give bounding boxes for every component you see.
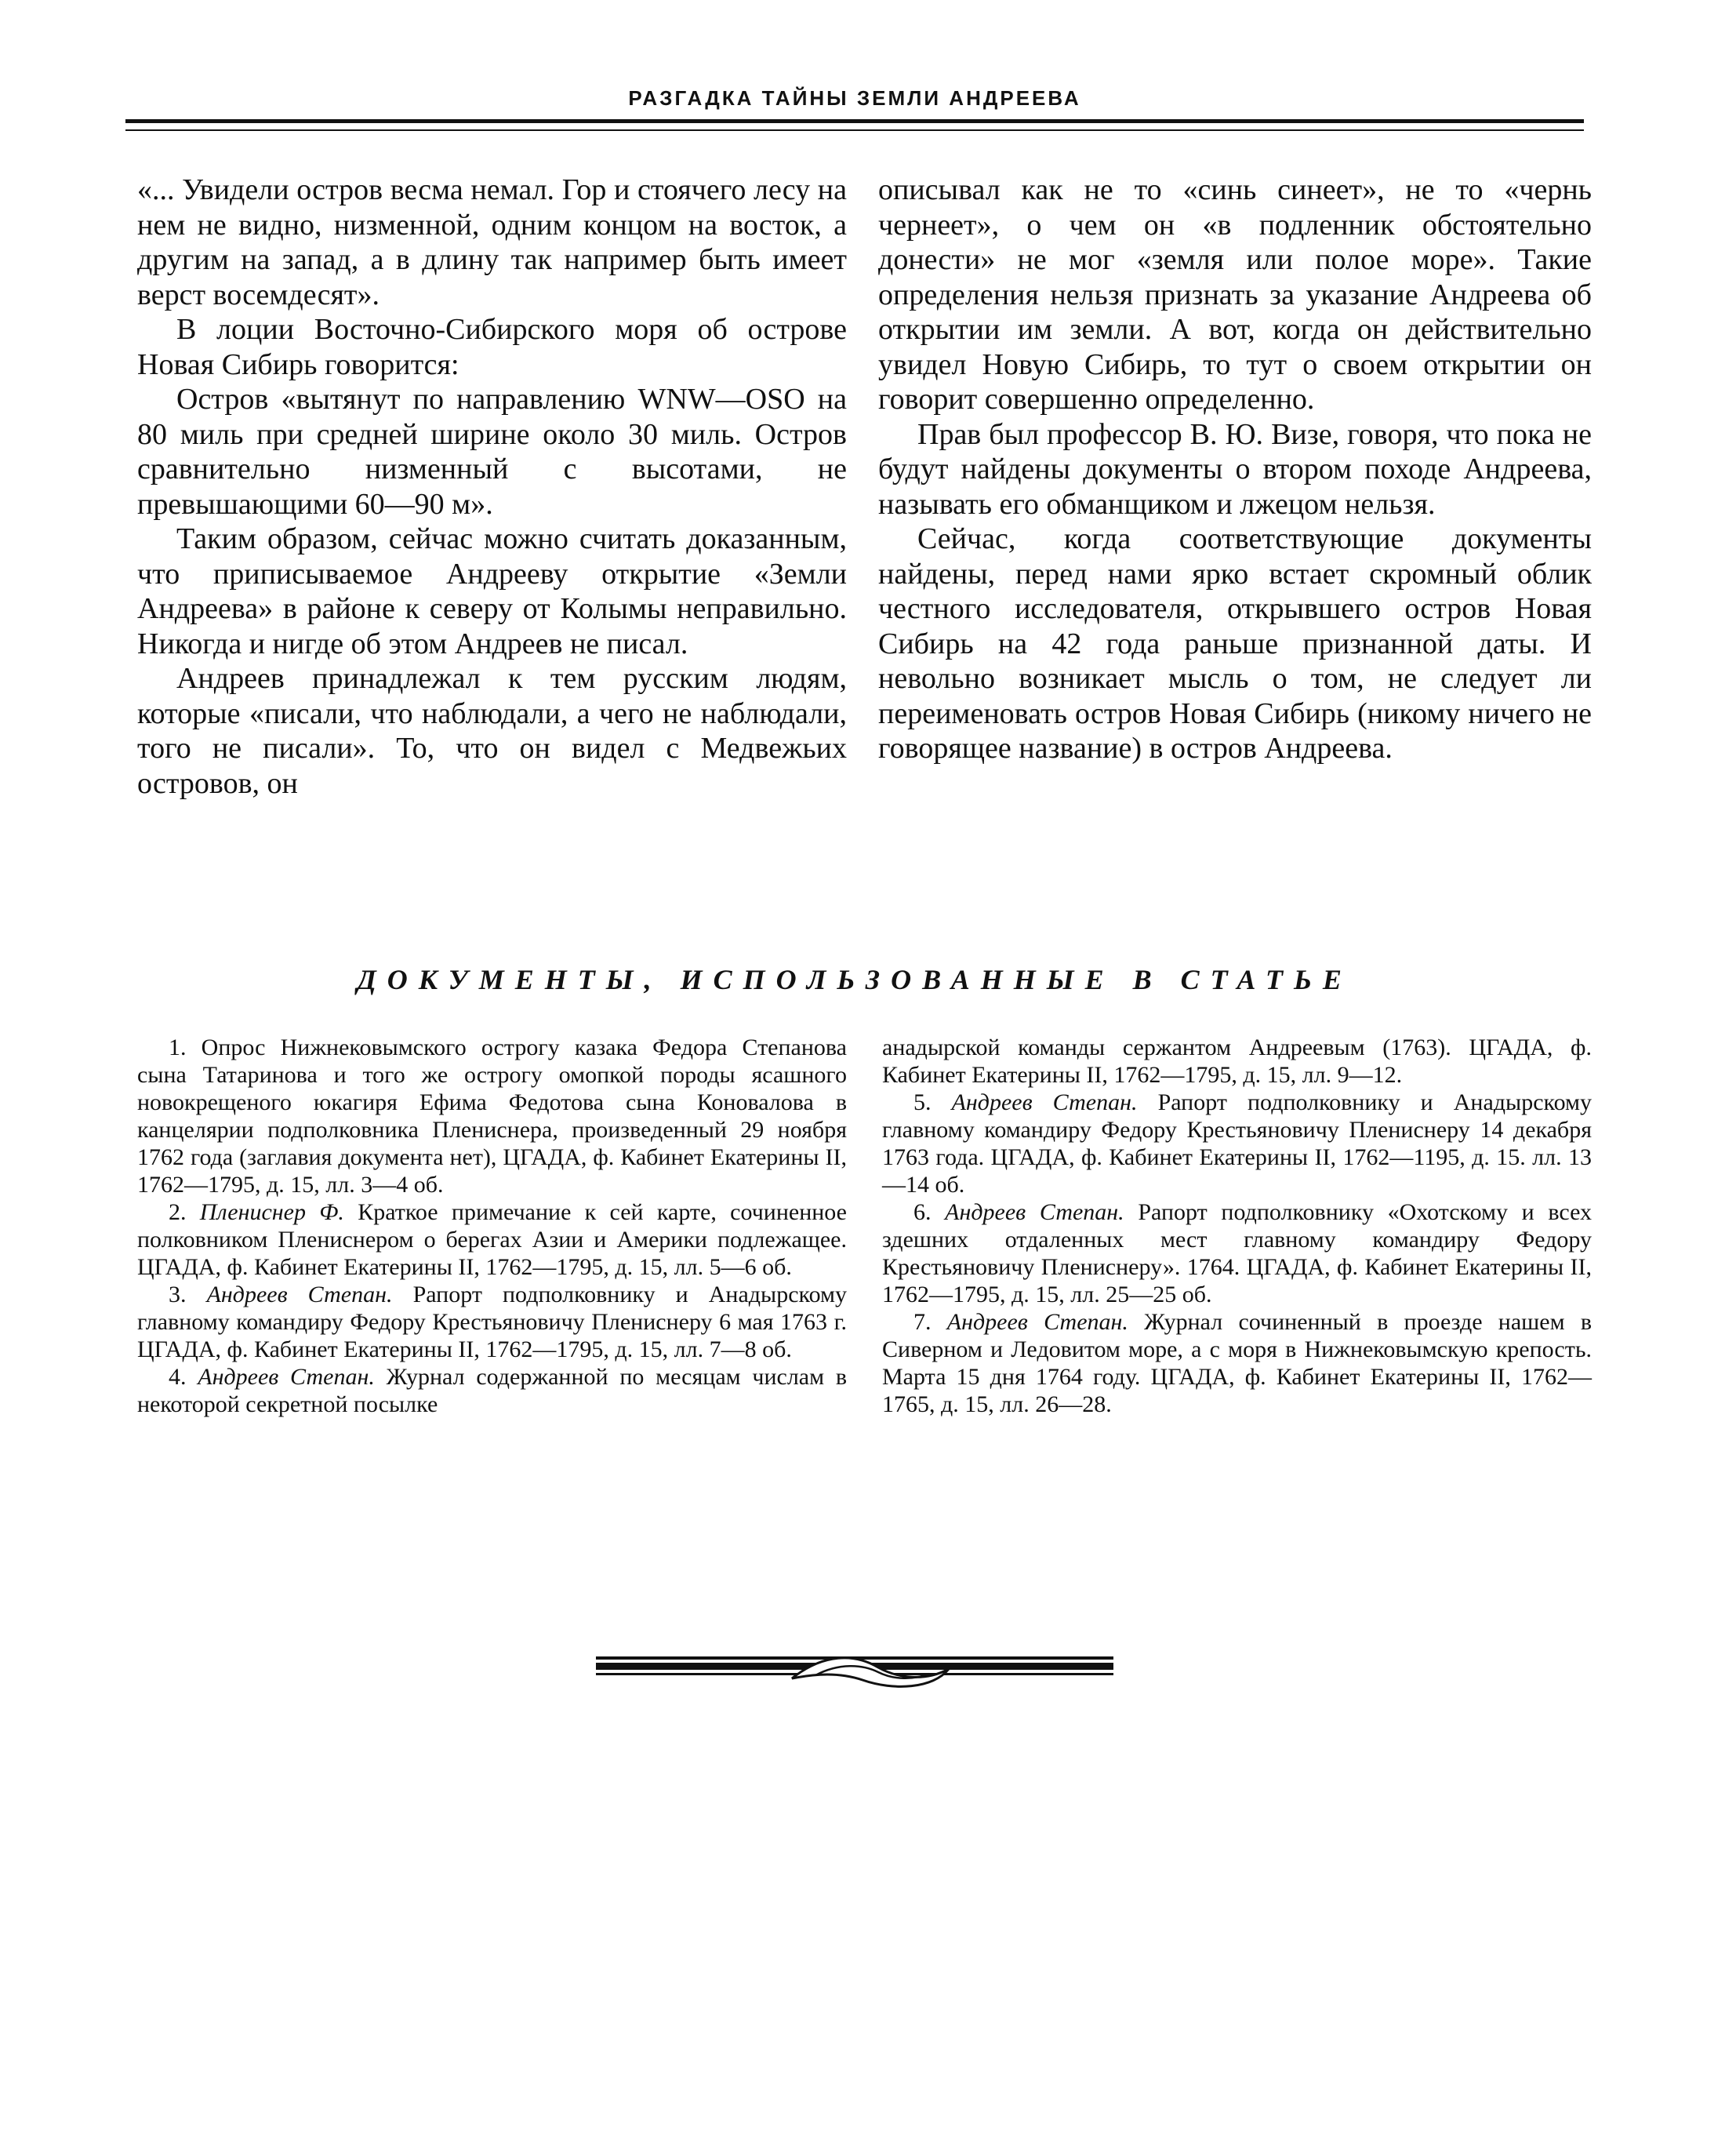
reference-item — [137, 1281, 847, 1363]
reference-item — [137, 1363, 847, 1418]
reference-author: Плениснер Ф. — [199, 1199, 344, 1225]
reference-text: 1. Опрос Нижнековымского острогу казака Федора Степанова сына Татаринова и того же острогу омопкой породы ясашного новокрещеного юкагиря Ефима Федотова сына Коновалова в канцелярии подполковника Плениснера, произведенный 29 ноября 1762 года (заглавия документа нет), ЦГАДА, ф. Кабинет Екатерины II, 1762—1795, д. 15, лл. 3—4 об. — [137, 1035, 847, 1198]
references-column-left — [137, 1034, 847, 1418]
header-rule-thick — [125, 119, 1584, 123]
references-column-right — [882, 1034, 1592, 1418]
reference-text: Журнал сочиненный в проезде нашем в Сиверном и Ледовитом море, а с моря в Нижнековымскую крепость. Марта 15 дня 1764 году. ЦГАДА, ф. Кабинет Екатерины II, 1762—1765, д. 15, лл. 26—28. — [882, 1309, 1593, 1417]
paragraph: Прав был профессор В. Ю. Визе, говоря, что пока не будут найдены документы о втором походе Андреева, называть его обманщиком и лжецом нельзя. — [878, 417, 1592, 521]
reference-text: анадырской команды сержантом Андреевым (1763). ЦГАДА, ф. Кабинет Екатерины II, 1762—1795, д. 15, лл. 9—12. — [882, 1035, 1592, 1088]
paragraph: Андреев принадлежал к тем русским людям, которые «писали, что наблюдали, а чего не наблюдали, того не писали». То, что он видел с Медвежьих островов, он — [137, 662, 847, 800]
reference-item — [882, 1198, 1592, 1308]
reference-number: 4. — [169, 1364, 187, 1390]
header-rule-thin — [125, 129, 1584, 131]
reference-number: 2. — [169, 1199, 187, 1225]
reference-author: Андреев Степан. — [206, 1282, 393, 1307]
reference-number: 6. — [913, 1199, 932, 1225]
reference-number: 3. — [169, 1282, 187, 1307]
paragraph: «... Увидели остров весма немал. Гор и стоячего лесу на нем не видно, низменной, одним концом на восток, а другим на запад, а в длину так например быть имеет верст восемдесят». — [137, 173, 847, 311]
reference-author: Андреев Степан. — [945, 1199, 1124, 1225]
reference-item — [137, 1198, 847, 1281]
reference-item — [882, 1308, 1592, 1418]
reference-author: Андреев Степан. — [198, 1364, 375, 1390]
reference-item-continued — [882, 1034, 1592, 1089]
body-column-left — [137, 173, 847, 801]
reference-author: Андреев Степан. — [946, 1309, 1128, 1335]
body-column-right — [878, 173, 1592, 766]
reference-text: Рапорт подполковнику и Анадырскому главному командиру Федору Крестьяновичу Плениснеру 14 декабря 1763 года. ЦГАДА, ф. Кабинет Екатерины II, 1762—1195, д. 15. лл. 13—14 об. — [882, 1089, 1592, 1198]
reference-text: Рапорт подполковнику «Охотскому и всех здешних отдаленных мест главному командиру Федору Крестьяновичу Плениснеру». 1764. ЦГАДА, ф. Кабинет Екатерины II, 1762—1795, д. 15, лл. 25—25 об. — [882, 1199, 1593, 1307]
paragraph: Сейчас, когда соответствующие документы найдены, перед нами ярко встает скромный облик честного исследователя, открывшего остров Новая Сибирь на 42 года раньше признанной даты. И невольно возникает мысль о том, не следует ли переименовать остров Новая Сибирь (никому ничего не говорящее название) в остров Андреева. — [878, 522, 1592, 765]
paragraph: Остров «вытянут по направлению WNW—OSO на 80 миль при средней ширине около 30 миль. Остров сравнительно низменный с высотами, не превышающими 60—90 м». — [137, 383, 847, 521]
reference-author: Андреев Степан. — [951, 1089, 1138, 1115]
reference-text: Краткое примечание к сей карте, сочиненное полковником Плениснером о берегах Азии и Америки подлежащее. ЦГАДА, ф. Кабинет Екатерины II, 1762—1795, д. 15, лл. 5—6 об. — [137, 1199, 847, 1280]
end-ornament-icon — [596, 1645, 1113, 1693]
paragraph: Таким образом, сейчас можно считать доказанным, что приписываемое Андрееву открытие «Земли Андреева» в районе к северу от Колымы неправильно. Никогда и нигде об этом Андреев не писал. — [137, 522, 847, 660]
reference-text: Рапорт подполковнику и Анадырскому главному командиру Федору Крестьяновичу Плениснеру 6 мая 1763 г. ЦГАДА, ф. Кабинет Екатерины II, 1762—1795, д. 15, лл. 7—8 об. — [137, 1282, 847, 1362]
reference-number: 5. — [913, 1089, 932, 1115]
reference-text: Журнал содержанной по месяцам числам в некоторой секретной посылке — [137, 1364, 847, 1417]
running-head: РАЗГАДКА ТАЙНЫ ЗЕМЛИ АНДРЕЕВА — [628, 86, 1081, 110]
reference-item — [137, 1034, 847, 1198]
section-title: ДОКУМЕНТЫ, ИСПОЛЬЗОВАННЫЕ В СТАТЬЕ — [357, 964, 1353, 995]
paragraph: В лоции Восточно-Сибирского моря об острове Новая Сибирь говорится: — [137, 313, 847, 381]
reference-item — [882, 1089, 1592, 1198]
paragraph: описывал как не то «синь синеет», не то «чернь чернеет», о чем он «в подленник обстоятельно донести» не мог «земля или полое море». Такие определения нельзя признать за указание Андреева об открытии им земли. А вот, когда он действительно увидел Новую Сибирь, то тут о своем открытии он говорит совершенно определенно. — [878, 173, 1592, 416]
reference-number: 7. — [913, 1309, 932, 1335]
